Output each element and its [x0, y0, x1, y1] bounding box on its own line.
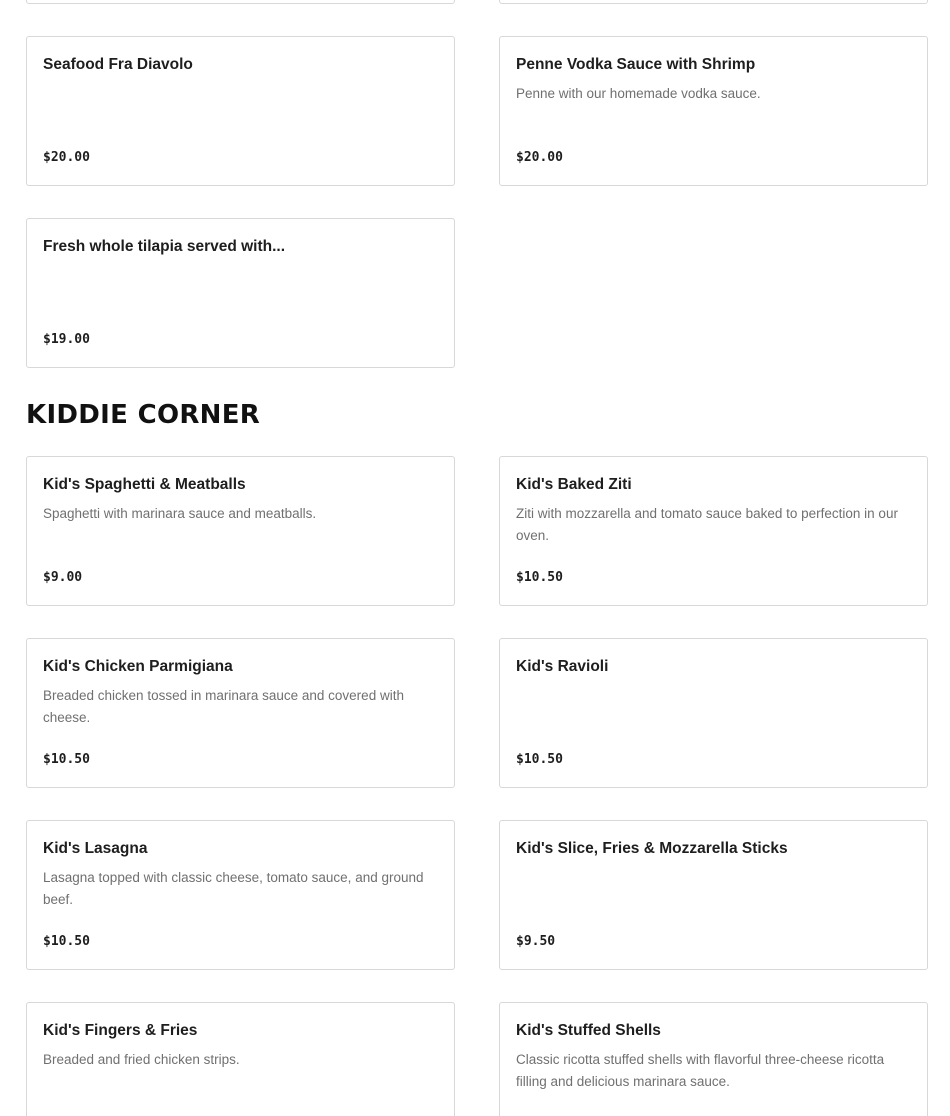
menu-item-card[interactable] — [499, 36, 928, 186]
menu-item-price: $10.50 — [516, 752, 563, 767]
menu-item-name: Fresh whole tilapia served with... — [43, 238, 286, 255]
menu-item-name: Kid's Chicken Parmigiana — [43, 658, 233, 675]
menu-item-price: $10.50 — [43, 752, 90, 767]
menu-item-card[interactable] — [26, 1002, 455, 1116]
menu-item-name: Kid's Baked Ziti — [516, 476, 632, 493]
menu-item-name: Kid's Lasagna — [43, 840, 148, 857]
menu-item-price: $20.00 — [43, 150, 90, 165]
menu-item-name: Kid's Slice, Fries & Mozzarella Sticks — [516, 840, 788, 857]
menu-item-price: $19.00 — [43, 332, 90, 347]
section-title: KIDDIE CORNER — [26, 400, 261, 430]
menu-item-card[interactable] — [26, 456, 455, 606]
menu-item-name: Kid's Stuffed Shells — [516, 1022, 661, 1039]
menu-item-card[interactable] — [499, 638, 928, 788]
menu-item-description: Spaghetti with marinara sauce and meatballs. — [43, 506, 317, 521]
menu-item-card[interactable] — [499, 0, 928, 4]
menu-item-description: Ziti with mozzarella and tomato sauce baked to perfection in our oven. — [516, 506, 898, 543]
menu-item-card[interactable] — [499, 820, 928, 970]
menu-item-card[interactable] — [499, 456, 928, 606]
menu-item-card[interactable] — [26, 820, 455, 970]
menu-item-card[interactable] — [26, 638, 455, 788]
menu-item-description: Breaded and fried chicken strips. — [43, 1052, 240, 1067]
menu-item-price: $20.00 — [516, 150, 563, 165]
menu-item-price: $10.50 — [43, 934, 90, 949]
menu-item-name: Kid's Spaghetti & Meatballs — [43, 476, 246, 493]
menu-item-price: $9.50 — [516, 934, 556, 949]
menu-item-name: Kid's Fingers & Fries — [43, 1022, 198, 1039]
menu-item-name: Kid's Ravioli — [516, 658, 609, 675]
menu-item-description: Lasagna topped with classic cheese, tomato sauce, and ground beef. — [43, 870, 424, 907]
menu-item-description: Penne with our homemade vodka sauce. — [516, 86, 761, 101]
menu-item-card[interactable] — [26, 36, 455, 186]
menu-item-card[interactable] — [26, 0, 455, 4]
menu-item-description: Breaded chicken tossed in marinara sauce and covered with cheese. — [43, 688, 404, 725]
menu-item-card[interactable] — [26, 218, 455, 368]
menu-item-name: Penne Vodka Sauce with Shrimp — [516, 56, 756, 73]
menu-item-name: Seafood Fra Diavolo — [43, 56, 193, 73]
menu-item-card[interactable] — [499, 1002, 928, 1116]
menu-item-price: $10.50 — [516, 570, 563, 585]
menu-item-price: $9.00 — [43, 570, 83, 585]
menu-item-description: Classic ricotta stuffed shells with flavorful three-cheese ricotta filling and delicious marinara sauce. — [516, 1052, 885, 1089]
